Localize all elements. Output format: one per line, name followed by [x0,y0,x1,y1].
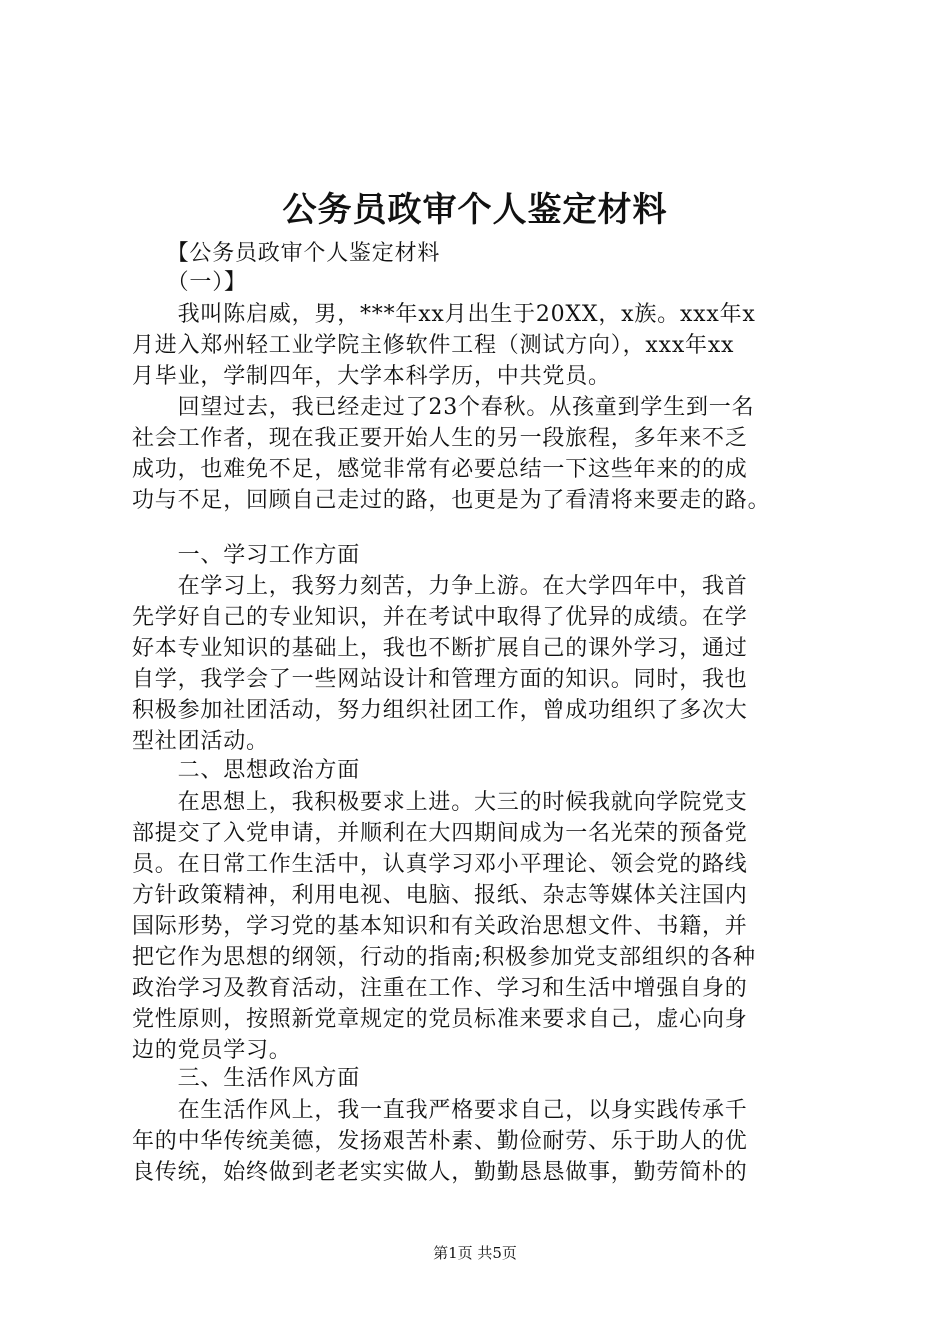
text-line: 把它作为思想的纲领，行动的指南;积极参加党支部组织的各种 [132,945,756,970]
text-line: 好本专业知识的基础上，我也不断扩展自己的课外学习，通过 [132,636,748,661]
text-line: 在学习上，我努力刻苦，力争上游。在大学四年中，我首 [132,574,748,599]
text-line: 良传统，始终做到老老实实做人，勤勤恳恳做事，勤劳简朴的 [132,1160,748,1185]
text-line: 积极参加社团活动，努力组织社团工作，曾成功组织了多次大 [132,698,748,723]
text-line: 在思想上，我积极要求上进。大三的时候我就向学院党支 [132,790,748,815]
text-line: 我叫陈启威，男，***年xx月出生于20XX，x族。xxx年x [132,302,756,327]
page-number: 第1页 共5页 [433,1244,517,1262]
text-line: 党性原则，按照新党章规定的党员标准来要求自己，虚心向身 [132,1007,748,1032]
section-heading: 二、思想政治方面 [132,758,361,783]
text-line: （一）】 [132,270,247,295]
text-line: 政治学习及教育活动，注重在工作、学习和生活中增强自身的 [132,976,748,1001]
text-line: 自学，我学会了一些网站设计和管理方面的知识。同时，我也 [132,667,748,692]
text-line: 在生活作风上，我一直我严格要求自己，以身实践传承千 [132,1098,748,1123]
text-line: 国际形势，学习党的基本知识和有关政治思想文件、书籍，并 [132,914,748,939]
text-line: 社会工作者，现在我正要开始人生的另一段旅程，多年来不乏 [132,426,748,451]
section-heading: 三、生活作风方面 [132,1066,361,1091]
text-line: 【公务员政审个人鉴定材料 [132,241,441,266]
text-line: 型社团活动。 [132,729,269,754]
text-line: 部提交了入党申请，并顺利在大四期间成为一名光荣的预备党 [132,821,748,846]
text-line: 成功，也难免不足，感觉非常有必要总结一下这些年来的的成 [132,457,748,482]
text-line: 先学好自己的专业知识，并在考试中取得了优异的成绩。在学 [132,605,748,630]
text-line: 月进入郑州轻工业学院主修软件工程（测试方向），xxx年xx [132,333,735,358]
text-line: 年的中华传统美德，发扬艰苦朴素、勤俭耐劳、乐于助人的优 [132,1129,748,1154]
text-line: 回望过去，我已经走过了23个春秋。从孩童到学生到一名 [132,395,755,420]
document-title: 公务员政审个人鉴定材料 [282,190,668,230]
text-line: 员。在日常工作生活中，认真学习邓小平理论、领会党的路线 [132,852,748,877]
section-heading: 一、学习工作方面 [132,543,361,568]
text-line: 月毕业，学制四年，大学本科学历，中共党员。 [132,364,611,389]
text-line: 功与不足，回顾自己走过的路，也更是为了看清将来要走的路。 [132,488,771,513]
text-line: 方针政策精神，利用电视、电脑、报纸、杂志等媒体关注国内 [132,883,748,908]
text-line: 边的党员学习。 [132,1038,292,1063]
